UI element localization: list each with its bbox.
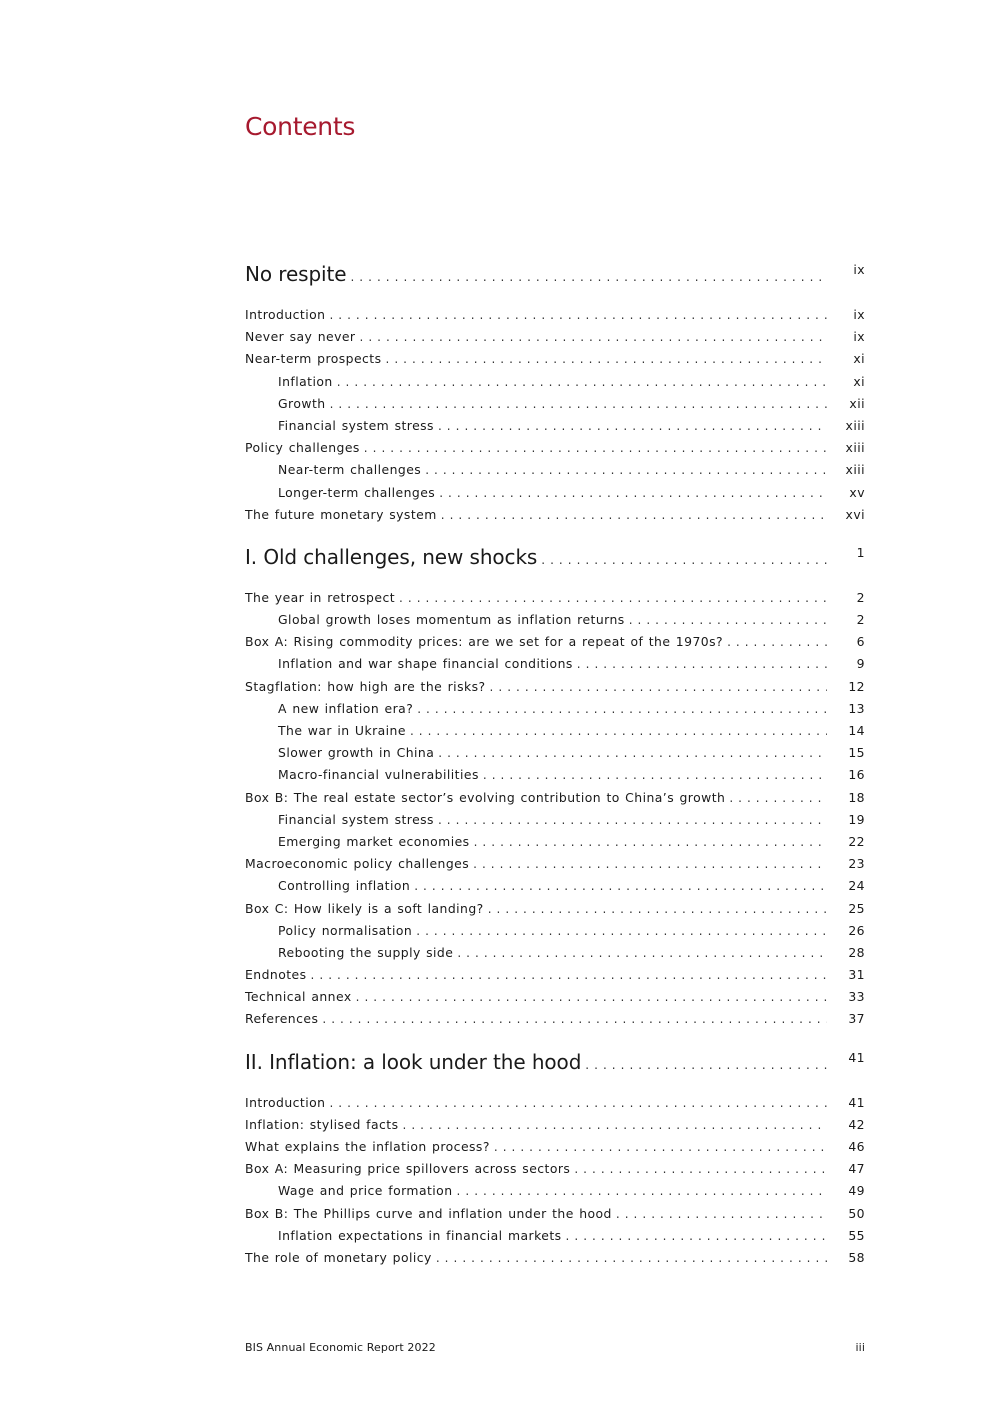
- toc-entry-label: Box B: The real estate sector’s evolving contribution to China’s growth: [245, 789, 726, 805]
- toc-entry-label: Global growth loses momentum as inflation returns: [278, 612, 625, 628]
- toc-chapter-heading[interactable]: [245, 262, 865, 288]
- toc-entry-label: Technical annex: [245, 989, 352, 1005]
- toc-page-number: 2: [856, 612, 865, 628]
- toc-entry-label: Policy normalisation: [278, 922, 413, 938]
- toc-entry[interactable]: [245, 351, 865, 373]
- dot-leader: [329, 308, 827, 322]
- toc-entry-label: Controlling inflation: [278, 878, 411, 894]
- toc-entry[interactable]: [245, 656, 865, 678]
- toc-page-number: 33: [848, 989, 865, 1005]
- toc-page-number: 41: [848, 1049, 865, 1065]
- toc-entry[interactable]: [245, 679, 865, 701]
- dot-leader: [330, 397, 827, 411]
- toc-page-number: 24: [848, 878, 865, 894]
- toc-entry[interactable]: [245, 967, 865, 989]
- toc-entry-label: Growth: [278, 395, 326, 411]
- dot-leader: [386, 352, 827, 366]
- toc-entry-label: Emerging market economies: [278, 833, 470, 849]
- toc-entry[interactable]: [245, 329, 865, 351]
- footer-publication: BIS Annual Economic Report 2022: [245, 1341, 436, 1354]
- dot-leader: [414, 879, 827, 893]
- toc-page-number: xiii: [845, 417, 865, 433]
- toc-page-number: 46: [848, 1139, 865, 1154]
- dot-leader: [488, 902, 827, 916]
- toc-page-number: 25: [848, 900, 865, 916]
- toc-entry-label: Inflation expectations in financial markets: [278, 1227, 562, 1243]
- toc-page-number: xi: [853, 373, 865, 389]
- toc-entry-label: Introduction: [245, 1094, 326, 1110]
- toc-page-number: 26: [848, 922, 865, 938]
- toc-entry-label: Inflation and war shape financial conditions: [278, 656, 573, 672]
- dot-leader: [359, 330, 827, 344]
- dot-leader: [425, 463, 827, 477]
- toc-entry-label: Box A: Measuring price spillovers across sectors: [245, 1161, 571, 1177]
- toc-entry-label: References: [245, 1011, 319, 1027]
- toc-entry-label: Macro-financial vulnerabilities: [278, 767, 479, 783]
- toc-page-number: xv: [849, 484, 865, 500]
- toc-entry[interactable]: [245, 612, 865, 634]
- toc-chapter-heading[interactable]: [245, 1050, 865, 1076]
- toc-entry[interactable]: [245, 396, 865, 418]
- toc-chapter-heading[interactable]: [245, 545, 865, 571]
- toc-entry-label: The war in Ukraine: [278, 723, 406, 738]
- toc-page-number: xii: [849, 395, 865, 411]
- dot-leader: [474, 835, 827, 849]
- dot-leader: [729, 791, 827, 805]
- toc-entry[interactable]: [245, 1139, 865, 1161]
- toc-page-number: 15: [848, 745, 865, 761]
- toc-entry[interactable]: [245, 701, 865, 723]
- toc-page-number: ix: [853, 262, 865, 277]
- toc-page-number: 42: [848, 1116, 865, 1132]
- toc-page-number: 2: [856, 589, 865, 605]
- dot-leader: [337, 375, 827, 389]
- toc-page-number: 18: [848, 789, 865, 805]
- dot-leader: [494, 1140, 827, 1154]
- toc-entry-label: Slower growth in China: [278, 745, 435, 761]
- dot-leader: [483, 768, 827, 782]
- dot-leader: [457, 946, 827, 960]
- table-of-contents: [245, 262, 865, 1272]
- toc-page-number: 55: [848, 1227, 865, 1243]
- toc-entry-label: Policy challenges: [245, 440, 360, 456]
- dot-leader: [356, 990, 827, 1004]
- toc-entry[interactable]: [245, 634, 865, 656]
- toc-entry-label: The year in retrospect: [245, 589, 396, 605]
- toc-entry-label: Financial system stress: [278, 417, 434, 433]
- toc-page-number: 9: [856, 656, 865, 672]
- toc-entry[interactable]: [245, 418, 865, 440]
- toc-entry[interactable]: [245, 790, 865, 812]
- toc-entry-label: A new inflation era?: [278, 700, 414, 716]
- toc-entry[interactable]: [245, 989, 865, 1011]
- toc-page-number: 41: [848, 1094, 865, 1110]
- toc-entry[interactable]: [245, 307, 865, 329]
- toc-entry[interactable]: [245, 1228, 865, 1250]
- toc-page-number: 14: [848, 723, 865, 738]
- toc-page-number: 28: [848, 944, 865, 960]
- toc-entry-label: Never say never: [245, 329, 356, 345]
- toc-entry-label: Endnotes: [245, 967, 307, 983]
- toc-page-number: 16: [848, 767, 865, 783]
- dot-leader: [441, 508, 827, 522]
- toc-entry[interactable]: [245, 485, 865, 507]
- toc-page-number: 50: [848, 1205, 865, 1221]
- dot-leader: [438, 813, 827, 827]
- toc-page-number: 37: [848, 1011, 865, 1027]
- dot-leader: [438, 419, 827, 433]
- toc-entry[interactable]: [245, 1117, 865, 1139]
- dot-leader: [364, 441, 827, 455]
- page-title: Contents: [245, 112, 356, 141]
- toc-entry[interactable]: [245, 834, 865, 856]
- dot-leader: [417, 702, 827, 716]
- dot-leader: [322, 1012, 827, 1026]
- toc-entry[interactable]: [245, 590, 865, 612]
- toc-entry-label: Financial system stress: [278, 811, 434, 827]
- dot-leader: [416, 924, 827, 938]
- toc-entry[interactable]: [245, 1011, 865, 1033]
- toc-entry-label: Near-term challenges: [278, 462, 422, 478]
- toc-entry[interactable]: [245, 878, 865, 900]
- dot-leader: [410, 724, 827, 738]
- dot-leader: [577, 657, 827, 671]
- toc-page-number: 12: [848, 678, 865, 694]
- toc-entry[interactable]: [245, 856, 865, 878]
- toc-entry[interactable]: [245, 1250, 865, 1272]
- toc-entry-label: Stagflation: how high are the risks?: [245, 678, 486, 694]
- toc-entry[interactable]: [245, 1161, 865, 1183]
- toc-entry[interactable]: [245, 1206, 865, 1228]
- toc-entry-label: What explains the inflation process?: [245, 1139, 490, 1154]
- toc-entry[interactable]: [245, 745, 865, 767]
- toc-page-number: xiii: [845, 440, 865, 456]
- dot-leader: [541, 553, 827, 567]
- toc-entry[interactable]: [245, 767, 865, 789]
- toc-entry[interactable]: [245, 1183, 865, 1205]
- toc-page-number: 47: [848, 1161, 865, 1177]
- toc-entry-label: Box B: The Phillips curve and inflation under the hood: [245, 1205, 612, 1221]
- toc-entry-label: Box C: How likely is a soft landing?: [245, 900, 484, 916]
- dot-leader: [439, 486, 827, 500]
- dot-leader: [311, 968, 827, 982]
- toc-entry-label: The role of monetary policy: [245, 1249, 432, 1265]
- dot-leader: [436, 1251, 827, 1265]
- toc-page-number: 23: [848, 856, 865, 872]
- toc-entry-label: II. Inflation: a look under the hood: [245, 1049, 582, 1074]
- dot-leader: [473, 857, 827, 871]
- toc-entry-label: Introduction: [245, 307, 326, 322]
- dot-leader: [399, 591, 827, 605]
- toc-entry[interactable]: [245, 507, 865, 529]
- toc-entry-label: Macroeconomic policy challenges: [245, 856, 470, 872]
- toc-page-number: 49: [848, 1183, 865, 1199]
- toc-entry-label: Wage and price formation: [278, 1183, 453, 1199]
- toc-entry[interactable]: [245, 901, 865, 923]
- toc-entry[interactable]: [245, 462, 865, 484]
- toc-entry[interactable]: [245, 1095, 865, 1117]
- dot-leader: [350, 270, 827, 284]
- toc-entry[interactable]: [245, 812, 865, 834]
- dot-leader: [629, 613, 827, 627]
- dot-leader: [403, 1118, 828, 1132]
- toc-page-number: 1: [856, 544, 865, 560]
- dot-leader: [438, 746, 827, 760]
- toc-page-number: xvi: [845, 506, 865, 522]
- toc-entry[interactable]: [245, 440, 865, 462]
- dot-leader: [585, 1058, 827, 1072]
- toc-page-number: 6: [856, 634, 865, 650]
- toc-page-number: 19: [848, 811, 865, 827]
- toc-entry-label: The future monetary system: [245, 506, 437, 522]
- toc-entry-label: Box A: Rising commodity prices: are we set for a repeat of the 1970s?: [245, 634, 724, 650]
- toc-entry[interactable]: [245, 945, 865, 967]
- dot-leader: [727, 635, 827, 649]
- toc-entry[interactable]: [245, 374, 865, 396]
- toc-entry[interactable]: [245, 923, 865, 945]
- toc-page-number: 22: [848, 833, 865, 849]
- dot-leader: [616, 1207, 827, 1221]
- dot-leader: [329, 1096, 827, 1110]
- dot-leader: [457, 1184, 827, 1198]
- toc-entry-label: No respite: [245, 262, 347, 286]
- footer-page-number: iii: [855, 1341, 865, 1354]
- toc-entry-label: I. Old challenges, new shocks: [245, 544, 538, 569]
- toc-page-number: ix: [853, 329, 865, 345]
- toc-entry-label: Longer-term challenges: [278, 484, 436, 500]
- dot-leader: [566, 1229, 827, 1243]
- toc-entry-label: Rebooting the supply side: [278, 944, 454, 960]
- dot-leader: [490, 680, 827, 694]
- toc-entry-label: Near-term prospects: [245, 351, 382, 367]
- toc-page-number: ix: [853, 307, 865, 322]
- toc-page-number: 13: [848, 700, 865, 716]
- toc-page-number: xi: [853, 351, 865, 367]
- toc-page-number: 31: [848, 967, 865, 983]
- toc-entry-label: Inflation: [278, 373, 333, 389]
- toc-entry[interactable]: [245, 723, 865, 745]
- toc-page-number: xiii: [845, 462, 865, 478]
- toc-entry-label: Inflation: stylised facts: [245, 1116, 399, 1132]
- toc-page-number: 58: [848, 1249, 865, 1265]
- dot-leader: [574, 1162, 827, 1176]
